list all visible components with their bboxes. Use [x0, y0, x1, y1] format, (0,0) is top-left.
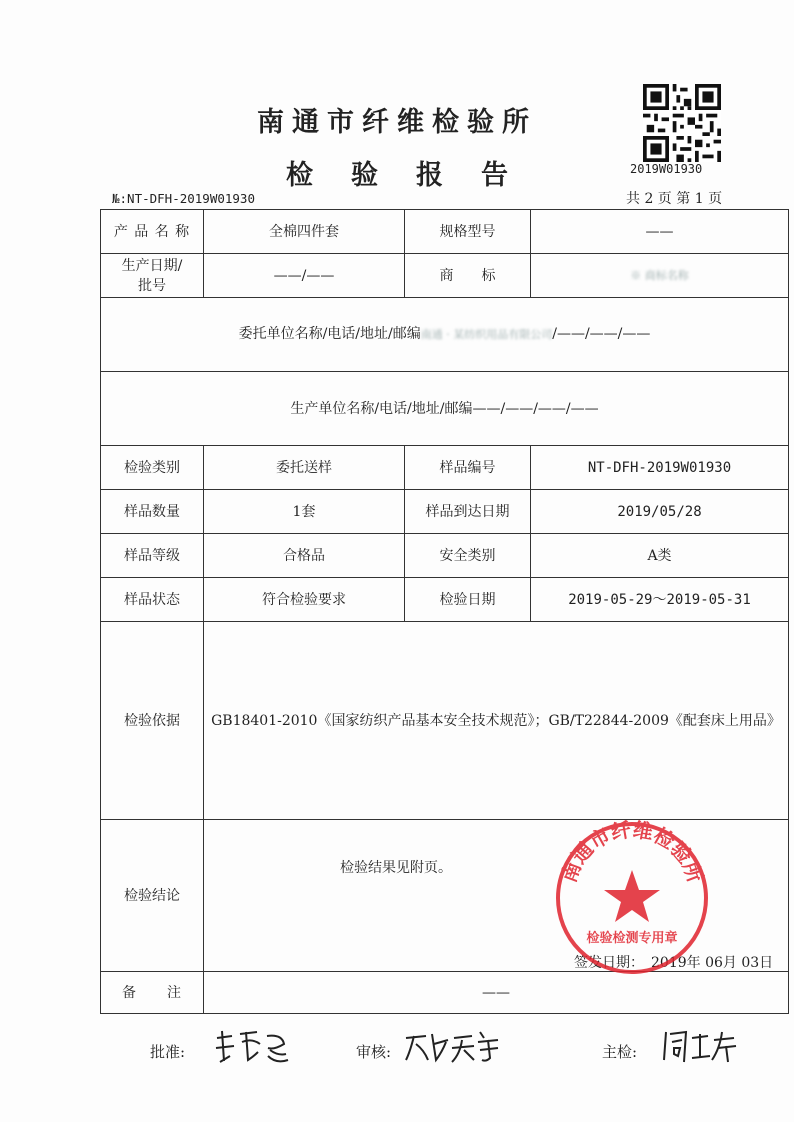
approver-signature [212, 1026, 292, 1066]
sample-grade-value: 合格品 [204, 534, 405, 578]
sign-date: 签发日期： 2019年 06月 03日 [574, 955, 774, 971]
qr-code-label: 2019W01930 [630, 162, 703, 176]
row-client [101, 298, 789, 372]
client-value-blurred: 南通 · 某纺织用品有限公司 [420, 328, 553, 341]
institute-name: 南通市纤维检验所 [257, 107, 537, 138]
page-info: 共 2 页 第 1 页 [626, 191, 723, 207]
sample-quantity-label: 样品数量 [101, 490, 204, 534]
conclusion-value: 检验结果见附页。 [340, 860, 452, 876]
inspector-signature [660, 1026, 740, 1066]
client-value-tail: /——/——/—— [552, 326, 651, 342]
sample-state-value: 符合检验要求 [204, 578, 405, 622]
review-label: 审核: [356, 1043, 392, 1061]
remarks-label: 备 注 [101, 972, 204, 1014]
row-sample-state [101, 578, 789, 622]
spec-model-value: —— [531, 210, 789, 254]
row-sample-quantity [101, 490, 789, 534]
production-date-value: ——/—— [204, 254, 405, 298]
sample-number-value: NT-DFH-2019W01930 [531, 446, 789, 490]
trademark-label: 商 标 [405, 254, 531, 298]
row-basis [101, 622, 789, 820]
spec-model-label: 规格型号 [405, 210, 531, 254]
seal-subtitle: 检验检测专用章 [586, 931, 678, 946]
row-product-name [101, 210, 789, 254]
sample-quantity-value: 1套 [204, 490, 405, 534]
sample-grade-label: 样品等级 [101, 534, 204, 578]
official-seal [552, 818, 712, 978]
row-inspection-type [101, 446, 789, 490]
seal-star-icon [604, 870, 660, 922]
row-production-date [101, 254, 789, 298]
manufacturer-cell [101, 372, 789, 446]
seal-name: 南通市纤维检验所 [556, 818, 708, 886]
reviewer-signature [402, 1026, 502, 1066]
production-date-label-line1: 生产日期/ [121, 257, 183, 274]
safety-class-value: A类 [531, 534, 789, 578]
basis-label: 检验依据 [101, 622, 204, 820]
production-date-label-line2: 批号 [138, 277, 166, 294]
client-label: 委托单位名称/电话/地址/邮编 [238, 326, 421, 342]
report-number: №:NT-DFH-2019W01930 [112, 191, 255, 206]
product-name-label: 产 品 名 称 [101, 210, 204, 254]
arrival-date-label: 样品到达日期 [405, 490, 531, 534]
trademark-value: ※ 商标名称 [531, 254, 789, 298]
product-name-value: 全棉四件套 [204, 210, 405, 254]
inspector-label: 主检: [602, 1043, 638, 1061]
manufacturer-label: 生产单位名称/电话/地址/邮编 [290, 400, 473, 417]
safety-class-label: 安全类别 [405, 534, 531, 578]
sample-number-label: 样品编号 [405, 446, 531, 490]
conclusion-label: 检验结论 [101, 820, 204, 972]
inspection-date-label: 检验日期 [405, 578, 531, 622]
row-sample-grade [101, 534, 789, 578]
client-cell [101, 298, 789, 372]
qr-code [640, 84, 724, 162]
row-manufacturer [101, 372, 789, 446]
approve-label: 批准: [150, 1043, 186, 1061]
inspection-type-label: 检验类别 [101, 446, 204, 490]
document-title: 检验报告 [286, 160, 546, 191]
inspection-date-value: 2019-05-29～2019-05-31 [531, 578, 789, 622]
manufacturer-value: ——/——/——/—— [472, 400, 599, 417]
sample-state-label: 样品状态 [101, 578, 204, 622]
remarks-value: —— [204, 972, 789, 1014]
arrival-date-value: 2019/05/28 [531, 490, 789, 534]
basis-value: GB18401-2010《国家纺织产品基本安全技术规范》；GB/T22844-2009《配套床上用品》 [204, 622, 789, 820]
production-date-label [101, 254, 204, 298]
inspection-type-value: 委托送样 [204, 446, 405, 490]
